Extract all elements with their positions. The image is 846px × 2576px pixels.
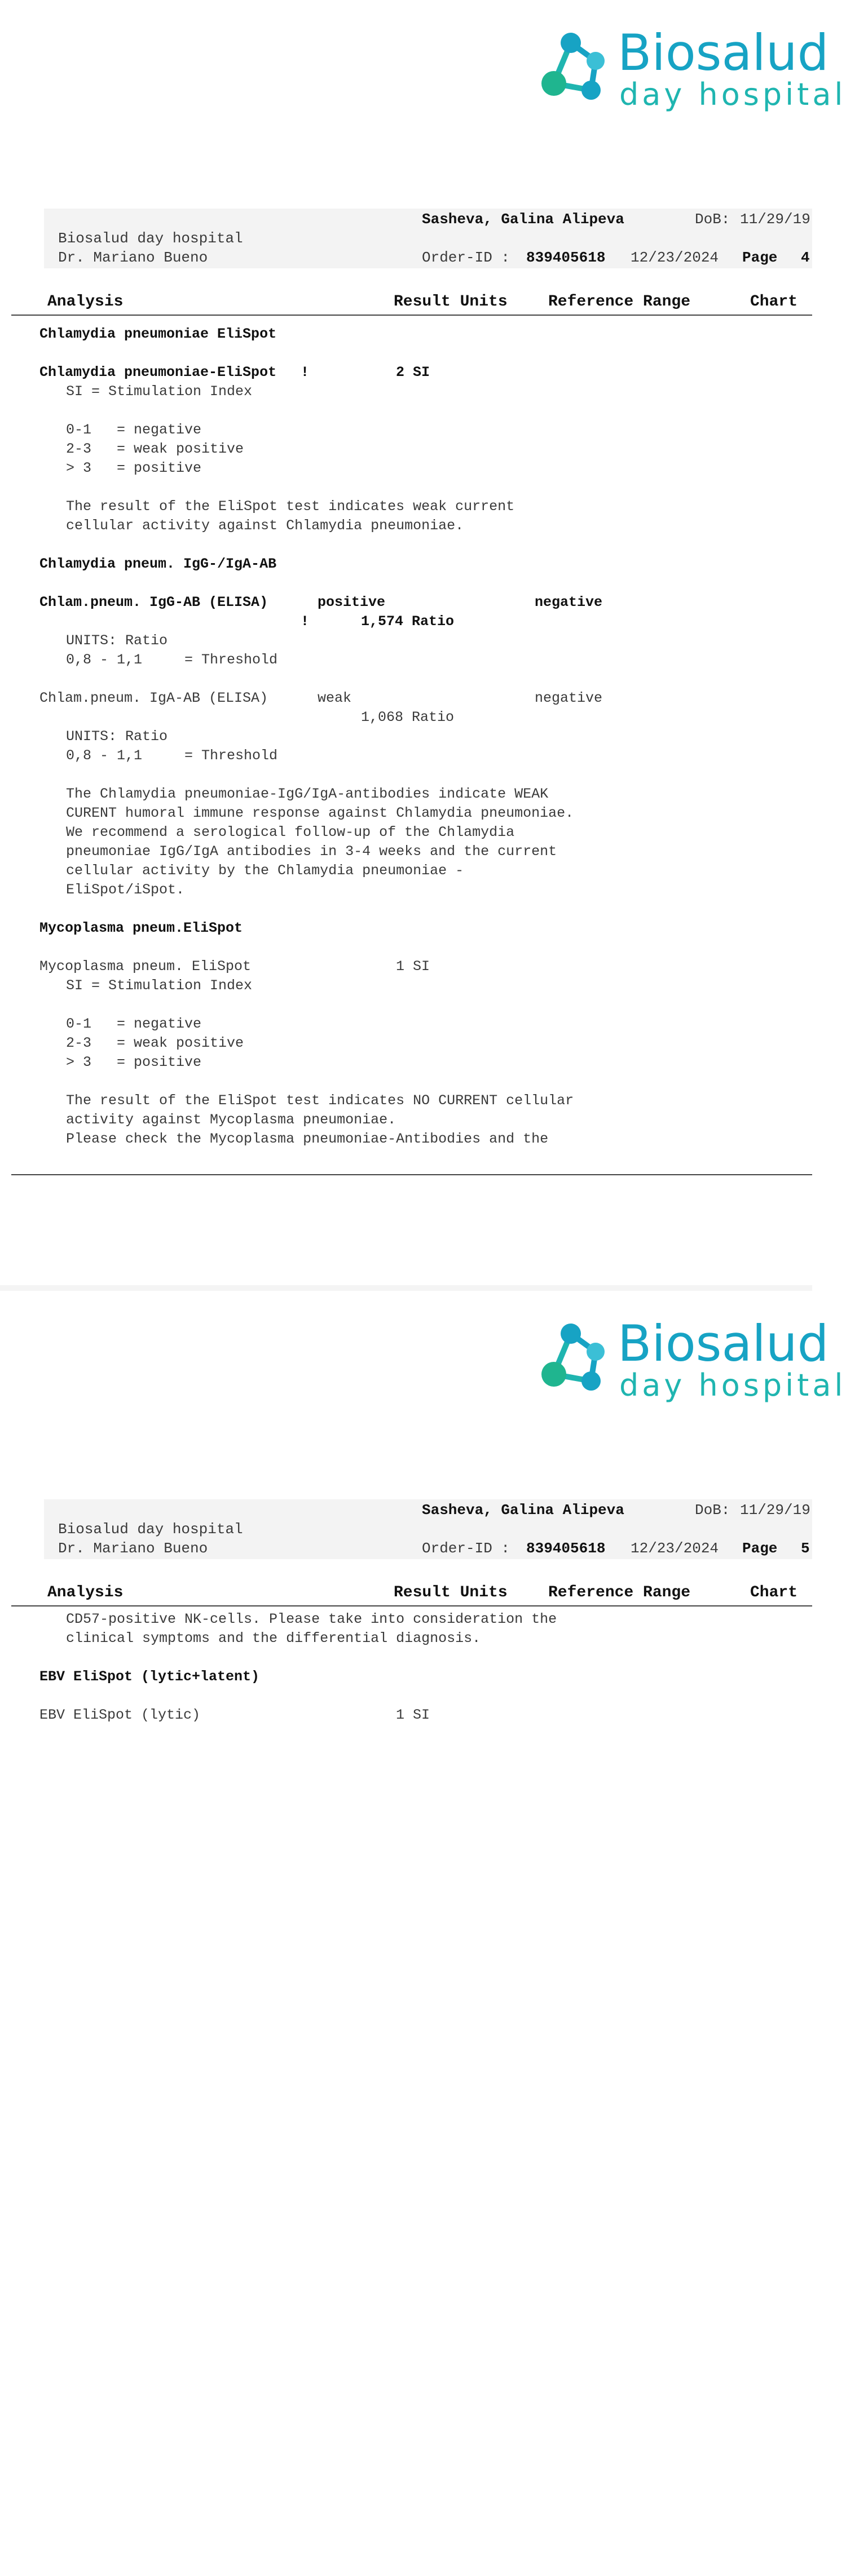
blank-line — [39, 535, 795, 555]
patient-name: Sasheva, Galina Alipeva — [422, 1502, 624, 1519]
blank-line — [39, 1648, 795, 1667]
logo-tagline: day hospital — [619, 77, 846, 112]
doctor-name: Dr. Mariano Bueno — [58, 1540, 208, 1557]
note-line: 2-3 = weak positive — [66, 1035, 244, 1051]
note-line: 0-1 = negative — [66, 1016, 202, 1032]
column-chart: Chart — [750, 1584, 798, 1601]
order-id-label: Order-ID : — [422, 1540, 510, 1557]
note-line: The Chlamydia pneumoniae-IgG/IgA-antibodies indicate WEAK — [66, 786, 549, 802]
note-line: CURENT humoral immune response against Chlamydia pneumoniae. — [66, 805, 574, 821]
results-body — [39, 1610, 795, 1725]
biosalud-logo — [541, 23, 846, 112]
note-line: We recommend a serological follow-up of the Chlamydia — [66, 824, 515, 840]
flag-icon: ! — [301, 613, 310, 630]
test-row-ebv-elispot-lytic — [39, 1706, 795, 1725]
dob-value: 11/29/19 — [740, 211, 810, 228]
hospital-name: Biosalud day hospital — [58, 230, 243, 247]
blank-line — [39, 1687, 795, 1706]
column-result-units: Result Units — [394, 293, 508, 311]
blank-line — [39, 995, 795, 1015]
test-name: Chlam.pneum. IgG-AB (ELISA) — [39, 594, 268, 610]
note-line: cellular activity against Chlamydia pneumoniae. — [66, 517, 464, 534]
note-line: CD57-positive NK-cells. Please take into consideration the — [66, 1611, 557, 1627]
section-title: Mycoplasma pneum.EliSpot — [39, 920, 243, 936]
page-label: Page — [742, 1540, 778, 1557]
blank-line — [39, 344, 795, 363]
test-row-chlam-iga-value — [39, 708, 795, 727]
report-date: 12/23/2024 — [631, 1540, 719, 1557]
blank-line — [39, 401, 795, 421]
note-line: activity against Mycoplasma pneumoniae. — [66, 1112, 396, 1128]
note-line: UNITS: Ratio — [66, 632, 168, 649]
report-page-4 — [0, 0, 846, 1285]
note-line: SI = Stimulation Index — [66, 383, 253, 400]
page-label: Page — [742, 249, 778, 266]
note-line: cellular activity by the Chlamydia pneumoniae - — [66, 862, 464, 879]
logo-tagline: day hospital — [619, 1367, 846, 1403]
flag-icon: ! — [301, 364, 310, 380]
test-qualitative: weak — [318, 690, 352, 706]
note-line: Please check the Mycoplasma pneumoniae-Antibodies and the — [66, 1131, 549, 1147]
report-date: 12/23/2024 — [631, 249, 719, 266]
report-page-5 — [0, 1291, 846, 2576]
column-result-units: Result Units — [394, 1584, 508, 1601]
test-row-chlam-igg — [39, 593, 795, 612]
note-line: pneumoniae IgG/IgA antibodies in 3-4 weeks and the current — [66, 843, 557, 860]
column-chart: Chart — [750, 293, 798, 311]
column-reference-range: Reference Range — [548, 1584, 691, 1601]
note-line: The result of the EliSpot test indicates weak current — [66, 498, 515, 515]
test-result: 1 SI — [396, 958, 430, 975]
test-row-chlam-iga — [39, 689, 795, 708]
logo-wordmark: Biosalud — [618, 24, 829, 82]
test-result: 2 SI — [396, 364, 430, 380]
order-id-value: 839405618 — [526, 1540, 606, 1557]
section-title: Chlamydia pneumoniae EliSpot — [39, 326, 277, 342]
reference-range: negative — [535, 690, 603, 706]
header-divider — [11, 315, 812, 316]
note-line: 0,8 - 1,1 = Threshold — [66, 747, 278, 764]
order-id-label: Order-ID : — [422, 249, 510, 266]
page-number: 5 — [801, 1540, 810, 1557]
logo-wordmark: Biosalud — [618, 1314, 829, 1373]
test-result: 1,068 Ratio — [361, 709, 455, 725]
test-name: Chlam.pneum. IgA-AB (ELISA) — [39, 690, 268, 706]
note-line: 0,8 - 1,1 = Threshold — [66, 652, 278, 668]
note-line: UNITS: Ratio — [66, 728, 168, 745]
note-line: clinical symptoms and the differential diagnosis. — [66, 1630, 481, 1646]
test-qualitative: positive — [318, 594, 386, 610]
section-title: EBV EliSpot (lytic+latent) — [39, 1668, 260, 1685]
blank-line — [39, 1072, 795, 1091]
note-line: The result of the EliSpot test indicates NO CURRENT cellular — [66, 1092, 574, 1109]
blank-line — [39, 900, 795, 919]
test-name: Chlamydia pneumoniae-EliSpot — [39, 364, 277, 380]
test-name: EBV EliSpot (lytic) — [39, 1707, 201, 1723]
note-line: 2-3 = weak positive — [66, 441, 244, 457]
column-analysis: Analysis — [47, 1584, 124, 1601]
blank-line — [39, 478, 795, 497]
molecule-icon — [541, 1318, 615, 1397]
blank-line — [39, 765, 795, 785]
blank-line — [39, 670, 795, 689]
test-result: 1,574 Ratio — [361, 613, 455, 630]
dob-value: 11/29/19 — [740, 1502, 810, 1519]
header-divider — [11, 1605, 812, 1606]
page-number: 4 — [801, 249, 810, 266]
test-name: Mycoplasma pneum. EliSpot — [39, 958, 252, 975]
reference-range: negative — [535, 594, 603, 610]
note-line: > 3 = positive — [66, 460, 202, 476]
test-result: 1 SI — [396, 1707, 430, 1723]
doctor-name: Dr. Mariano Bueno — [58, 249, 208, 266]
patient-name: Sasheva, Galina Alipeva — [422, 211, 624, 228]
column-analysis: Analysis — [47, 293, 124, 311]
section-title: Chlamydia pneum. IgG-/IgA-AB — [39, 556, 277, 572]
order-id-value: 839405618 — [526, 249, 606, 266]
note-line: SI = Stimulation Index — [66, 977, 253, 994]
blank-line — [39, 938, 795, 957]
column-reference-range: Reference Range — [548, 293, 691, 311]
footer-divider — [11, 1174, 812, 1175]
results-body — [39, 325, 795, 1149]
dob-label: DoB: — [695, 1502, 730, 1519]
note-line: > 3 = positive — [66, 1054, 202, 1070]
hospital-name: Biosalud day hospital — [58, 1521, 243, 1538]
molecule-icon — [541, 27, 615, 106]
dob-label: DoB: — [695, 211, 730, 228]
test-row-chlamydia-elispot — [39, 363, 795, 382]
test-row-mycoplasma-elispot — [39, 957, 795, 976]
test-row-chlam-igg-value — [39, 612, 795, 631]
note-line: 0-1 = negative — [66, 422, 202, 438]
biosalud-logo — [541, 1313, 846, 1403]
blank-line — [39, 574, 795, 593]
note-line: EliSpot/iSpot. — [66, 882, 185, 898]
